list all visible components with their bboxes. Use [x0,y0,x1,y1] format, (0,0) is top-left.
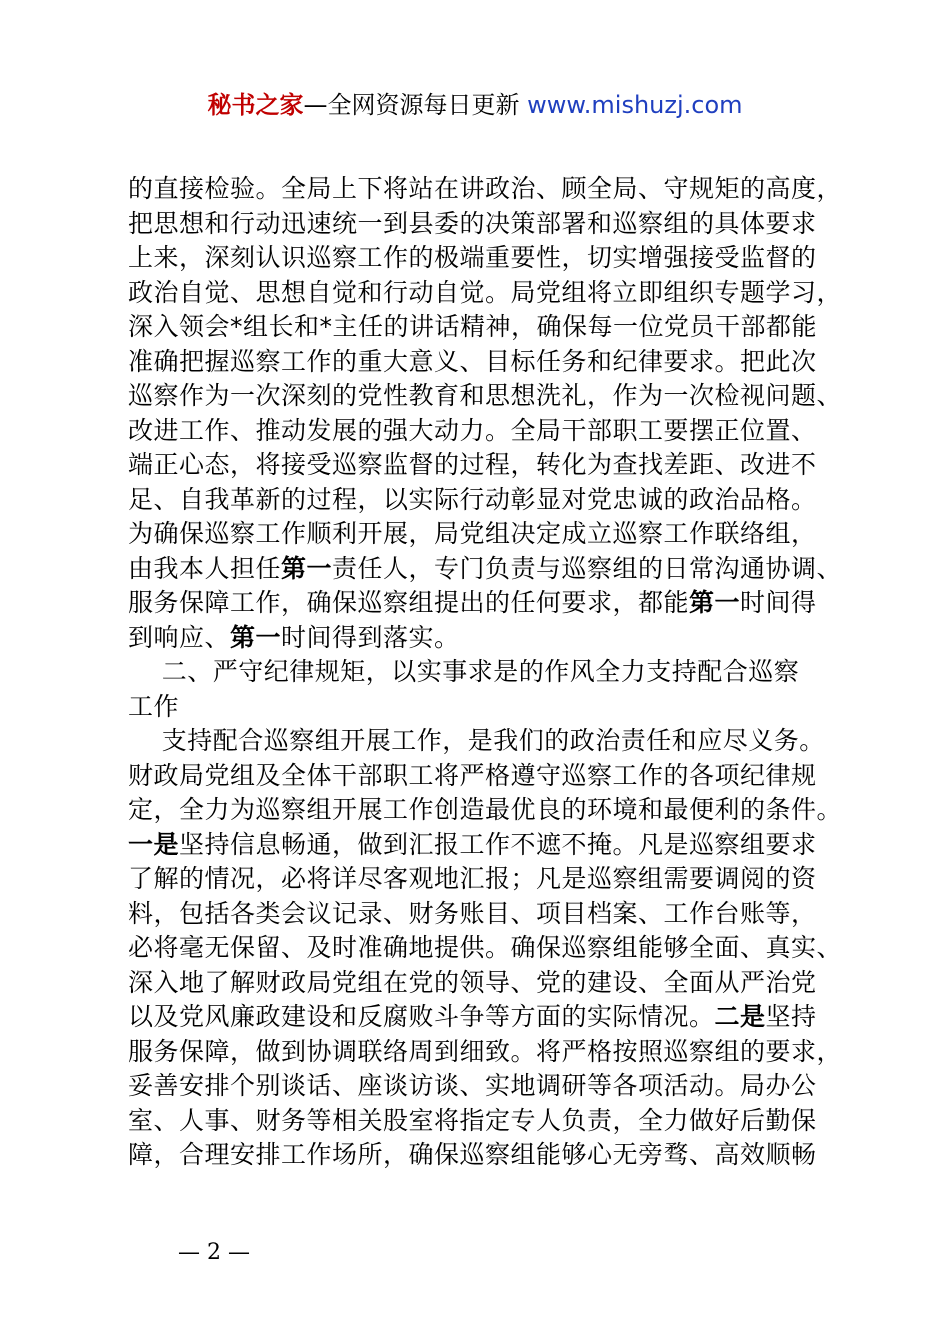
text-line [128,655,868,690]
text-line [128,862,868,897]
line-text: 时间得 [740,588,817,617]
line-text: 定，全力为巡察组开展工作创造最优良的环境和最便利的条件。 [128,795,843,824]
line-text: 由我本人担任 [128,553,282,583]
text-line [128,241,868,276]
document-body [128,172,868,1173]
line-text: 责任人，专门负责与巡察组的日常沟通协调、 [332,553,843,583]
site-url-link[interactable]: www.mishuzj.com [527,91,743,119]
line-text: 时间得到落实。 [281,622,460,652]
text-line [128,379,868,414]
line-text: 深入领会*组长和*主任的讲话精神，确保每一位党员干部都能 [128,312,818,341]
line-text: 把思想和行动迅速统一到县委的决策部署和巡察组的具体要求 [128,208,817,238]
text-line [128,793,868,828]
line-text: 服务保障工作，确保巡察组提出的任何要求，都能 [128,588,690,617]
text-line [128,724,868,759]
text-line [128,172,868,207]
line-text: 到响应、 [128,622,231,652]
line-text: 深入地了解财政局党组在党的领导、党的建设、全面从严治党 [128,967,817,997]
text-line [128,1000,868,1035]
text-line [128,448,868,483]
site-slogan: —全网资源每日更新 [303,91,528,119]
text-line [128,586,868,621]
text-line [128,310,868,345]
text-line [128,1104,868,1139]
line-text: 必将毫无保留、及时准确地提供。确保巡察组能够全面、真实、 [128,933,843,962]
bold-text: 第一 [281,553,333,583]
bold-text: 二是 [714,1002,766,1031]
line-text: 坚持信息畅通，做到汇报工作不遮不掩。凡是巡察组要求 [179,829,817,859]
text-line [128,483,868,518]
text-line [128,828,868,863]
text-line [128,517,868,552]
text-line [128,1069,868,1104]
site-header [0,88,950,122]
text-line [128,345,868,380]
bold-text: 第一 [689,588,741,617]
line-text: 政治自觉、思想自觉和行动自觉。局党组将立即组织专题学习， [128,277,843,307]
bold-text: 一是 [128,829,180,859]
bold-text: 第一 [230,622,282,652]
line-text: 财政局党组及全体干部职工将严格遵守巡察工作的各项纪律规 [128,760,817,790]
text-line [128,897,868,932]
text-line [128,207,868,242]
line-text: 二、严守纪律规矩，以实事求是的作风全力支持配合巡察 [128,657,800,686]
line-text: 的直接检验。全局上下将站在讲政治、顾全局、守规矩的高度， [128,174,843,203]
text-line [128,759,868,794]
page-number: — 2 — [178,1240,250,1265]
line-text: 为确保巡察工作顺利开展，局党组决定成立巡察工作联络组， [128,519,817,548]
text-line [128,414,868,449]
text-line [128,1035,868,1070]
text-line [128,621,868,656]
text-line [128,690,868,725]
site-brand: 秘书之家 [207,91,304,119]
line-text: 准确把握巡察工作的重大意义、目标任务和纪律要求。把此次 [128,346,817,376]
line-text: 服务保障，做到协调联络周到细致。将严格按照巡察组的要求， [128,1036,843,1066]
line-text: 障，合理安排工作场所，确保巡察组能够心无旁骛、高效顺畅 [128,1140,817,1169]
line-text: 改进工作、推动发展的强大动力。全局干部职工要摆正位置、 [128,415,817,445]
line-text: 上来，深刻认识巡察工作的极端重要性，切实增强接受监督的 [128,243,817,272]
text-line [128,1138,868,1173]
text-line [128,276,868,311]
text-line [128,966,868,1001]
text-line [128,931,868,966]
line-text: 室、人事、财务等相关股室将指定专人负责，全力做好后勤保 [128,1105,817,1135]
line-text: 坚持 [765,1002,817,1031]
line-text: 了解的情况，必将详尽客观地汇报；凡是巡察组需要调阅的资 [128,864,817,893]
line-text: 工作 [128,691,180,721]
line-text: 妥善安排个别谈话、座谈访谈、实地调研等各项活动。局办公 [128,1071,817,1100]
line-text: 料，包括各类会议记录、财务账目、项目档案、工作台账等， [128,898,817,928]
line-text: 支持配合巡察组开展工作，是我们的政治责任和应尽义务。 [128,726,825,755]
text-line [128,552,868,587]
line-text: 足、自我革新的过程，以实际行动彰显对党忠诚的政治品格。 [128,484,817,514]
line-text: 以及党风廉政建设和反腐败斗争等方面的实际情况。 [128,1002,715,1031]
line-text: 端正心态，将接受巡察监督的过程，转化为查找差距、改进不 [128,450,817,479]
line-text: 巡察作为一次深刻的党性教育和思想洗礼，作为一次检视问题、 [128,381,843,410]
